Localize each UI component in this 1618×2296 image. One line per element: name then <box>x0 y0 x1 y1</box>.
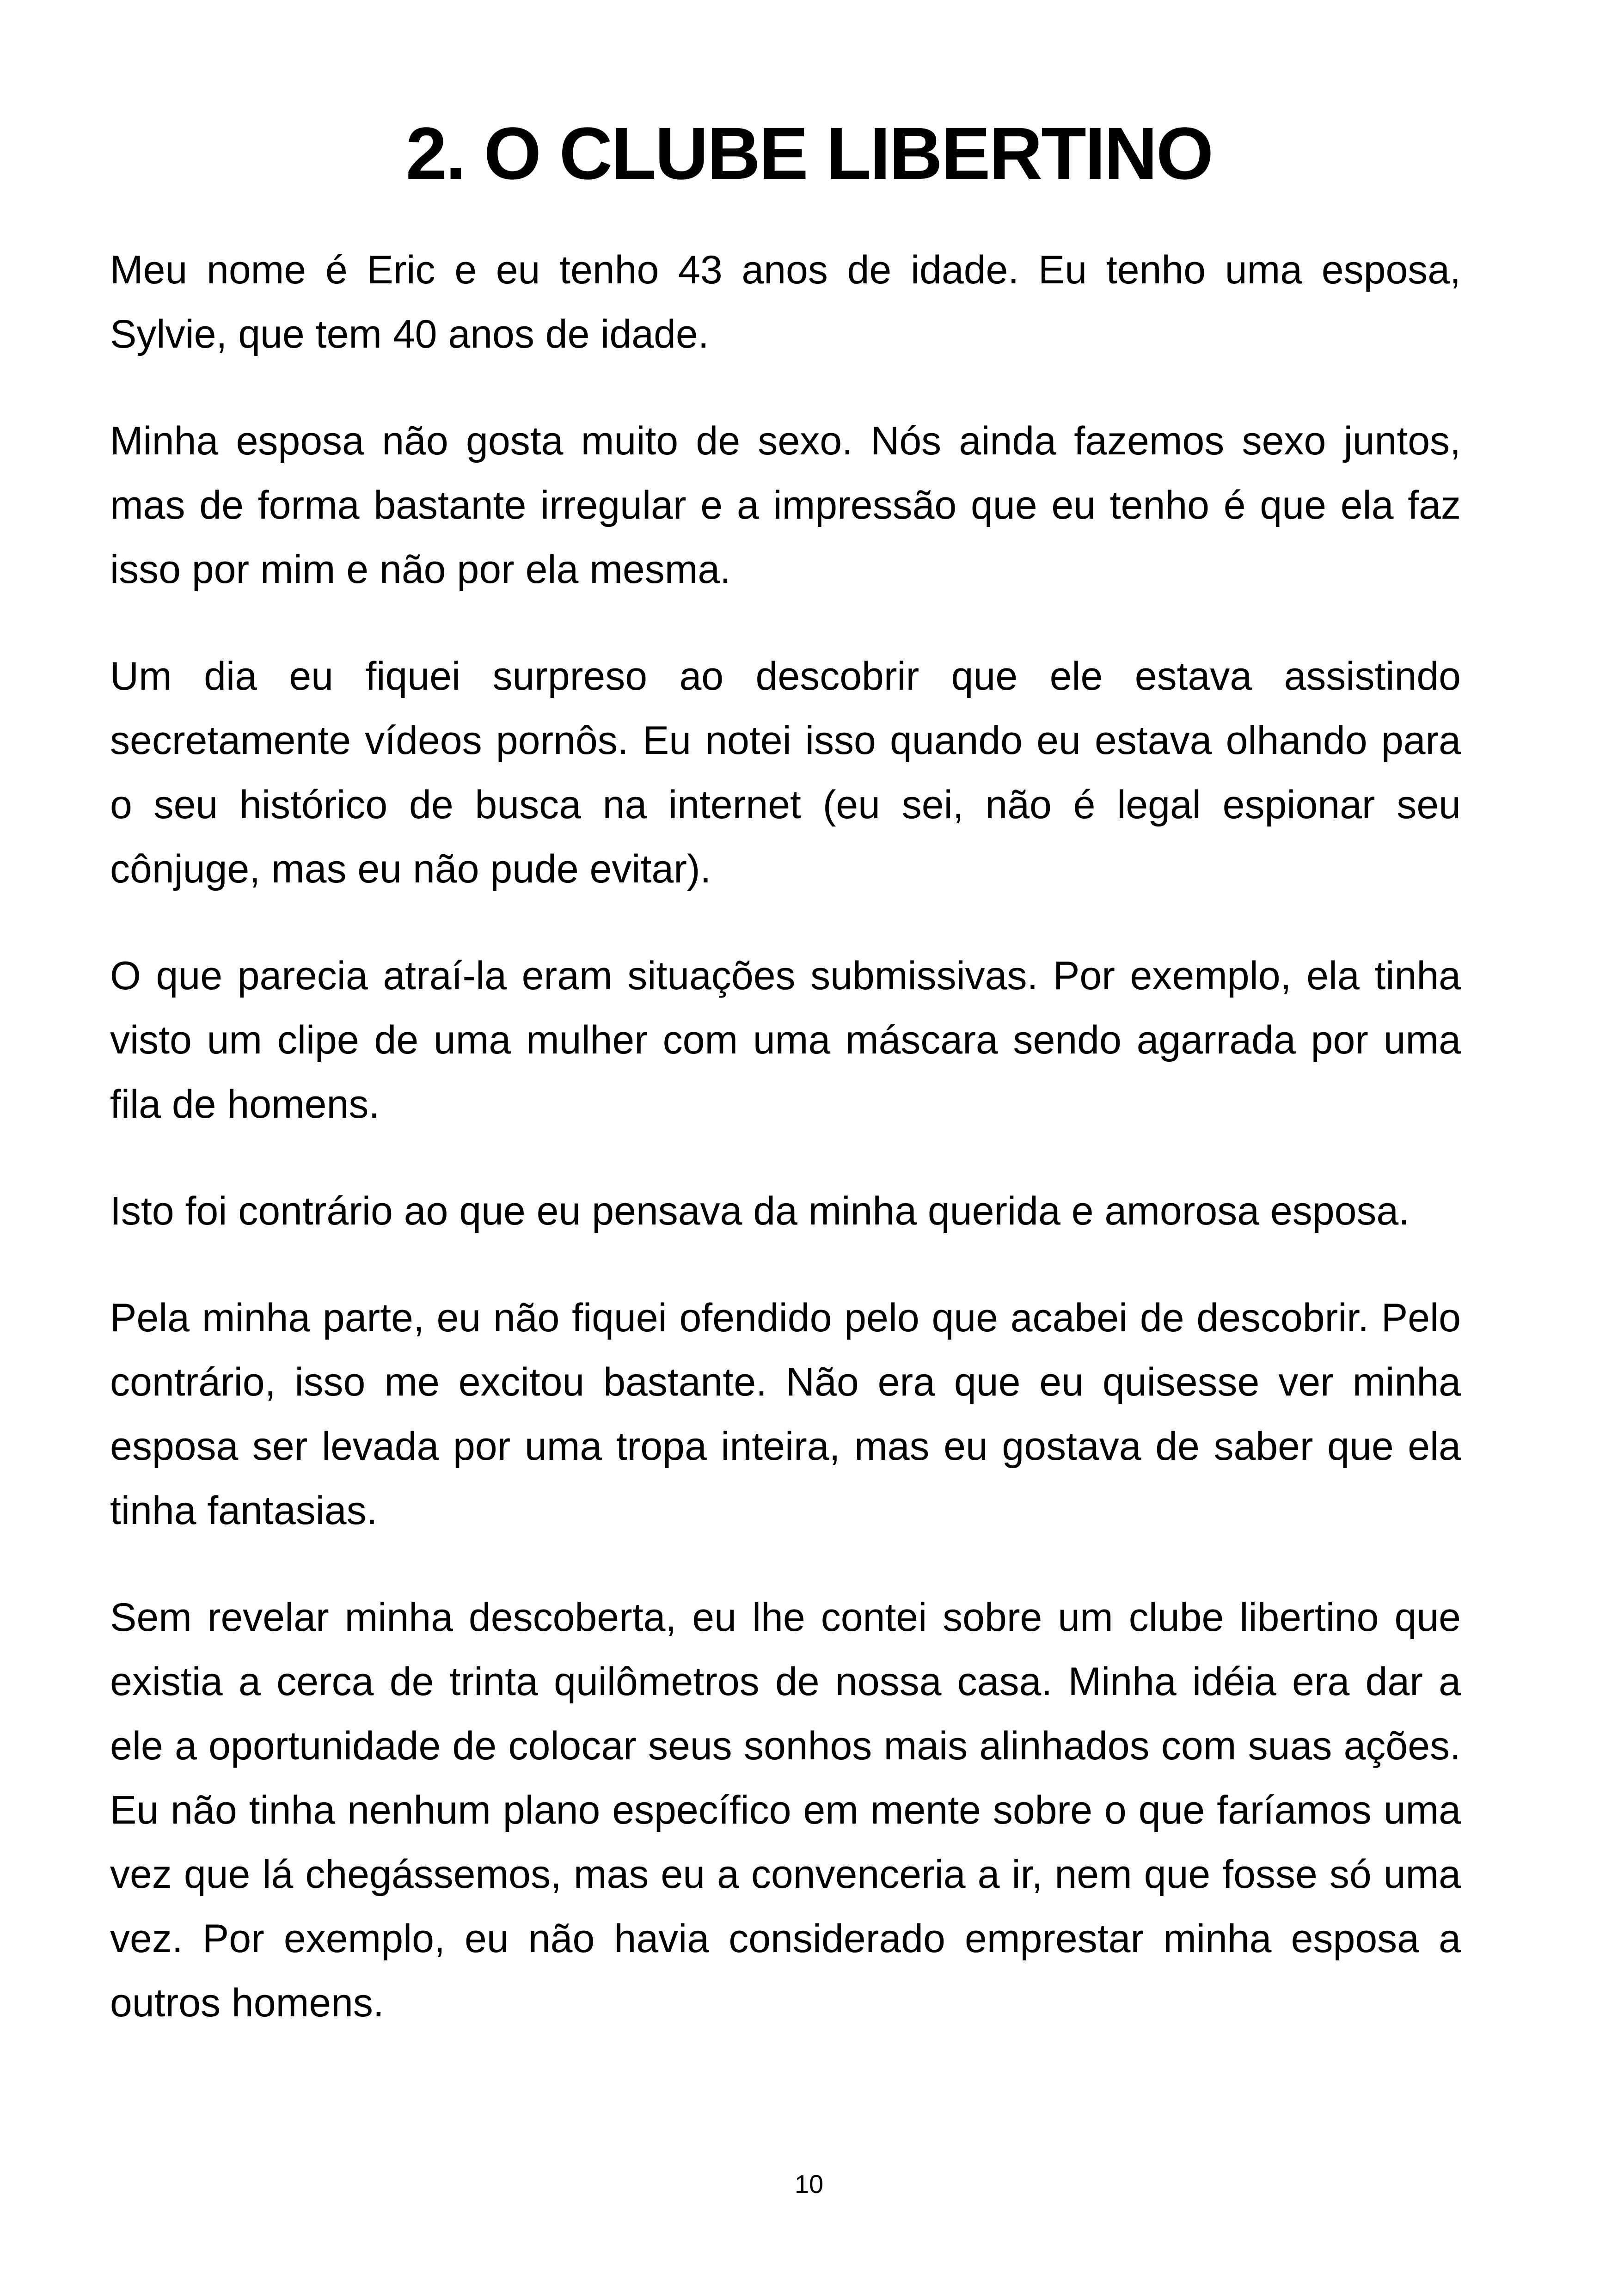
chapter-title: 2. O CLUBE LIBERTINO <box>405 112 1213 195</box>
paragraph: Pela minha parte, eu não fiquei ofendido pelo que acabei de descobrir. Pelo contrário, isso me excitou bastante. Não era que eu quisesse ver minha esposa ser levada por uma tropa inteira, mas eu gostava de saber que ela tinha fantasias. <box>110 1296 1461 1533</box>
paragraph: O que parecia atraí-la eram situações submissivas. Por exemplo, ela tinha visto um clipe de uma mulher com uma máscara sendo agarrada por uma fila de homens. <box>110 954 1461 1127</box>
paragraph: Minha esposa não gosta muito de sexo. Nós ainda fazemos sexo juntos, mas de forma bastante irregular e a impressão que eu tenho é que ela faz isso por mim e não por ela mesma. <box>110 419 1461 592</box>
paragraph: Um dia eu fiquei surpreso ao descobrir que ele estava assistindo secretamente vídeos pornôs. Eu notei isso quando eu estava olhando para o seu histórico de busca na internet (eu sei, não é legal espionar seu cônjuge, mas eu não pude evitar). <box>110 654 1461 891</box>
paragraph: Meu nome é Eric e eu tenho 43 anos de idade. Eu tenho uma esposa, Sylvie, que tem 40 anos de idade. <box>110 248 1461 356</box>
body-text <box>110 238 1461 2035</box>
paragraph: Sem revelar minha descoberta, eu lhe contei sobre um clube libertino que existia a cerca de trinta quilômetros de nossa casa. Minha idéia era dar a ele a oportunidade de colocar seus sonhos mais alinhados com suas ações. Eu não tinha nenhum plano específico em mente sobre o que faríamos uma vez que lá chegássemos, mas eu a convenceria a ir, nem que fosse só uma vez. Por exemplo, eu não havia considerado emprestar minha esposa a outros homens. <box>110 1595 1461 2025</box>
paragraph: Isto foi contrário ao que eu pensava da minha querida e amorosa esposa. <box>110 1189 1410 1233</box>
page-number: 10 <box>794 2169 824 2198</box>
